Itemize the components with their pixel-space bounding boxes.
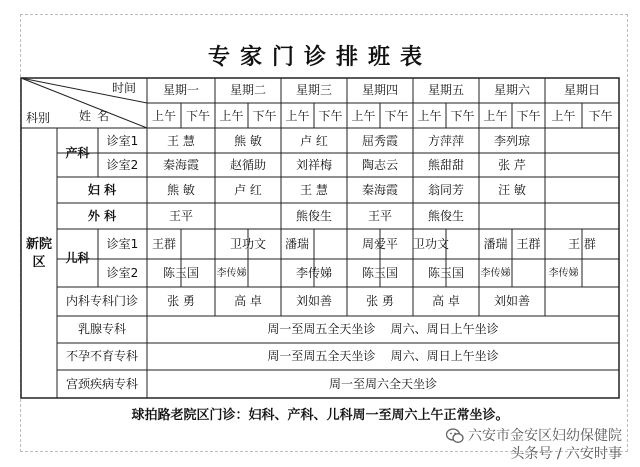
schedule-cell: 熊俊生 [427,209,464,223]
footer-note: 球拍路老院区门诊：妇科、产科、儿科周一至周六上午正常坐诊。 [131,408,509,423]
schedule-cell: 潘瑞 [284,237,309,251]
schedule-cell: 张 芹 [498,158,526,172]
schedule-cell: 王群 [151,237,176,251]
schedule-cell: 李传娣 [216,268,247,279]
day-header-thu: 星期四 [361,83,398,97]
schedule-cell: 刘如善 [295,294,332,308]
wechat-icon [446,428,464,444]
am-header: 上午 [417,109,442,123]
pm-header: 下午 [318,109,343,123]
pm-header: 下午 [384,109,409,123]
pm-header: 下午 [588,109,613,123]
row-label-surgery: 外 科 [87,209,117,223]
schedule-cell: 屈秀霞 [361,134,398,148]
page-title: 专家门诊排班表 [207,45,432,70]
schedule-cell: 陈玉国 [427,266,464,280]
campus-label: 新院区 [25,237,52,270]
day-header-wed: 星期三 [295,83,332,97]
schedule-cell: 潘瑞 [483,237,508,251]
corner-name-label: 姓名 [79,109,116,123]
schedule-cell: 刘祥梅 [295,158,332,172]
row-label-obs-room2: 诊室2 [106,158,139,172]
row-label-gynecology: 妇 科 [87,183,117,197]
row-label-obs-room1: 诊室1 [106,134,139,148]
schedule-cell: 陶志云 [361,158,398,172]
schedule-cell: 李传娣 [548,268,579,279]
breast-clinic-hours: 周一至周五全天坐诊 周六、周日上午坐诊 [267,322,499,336]
row-label-ped-room2: 诊室2 [106,266,139,280]
schedule-cell: 王平 [367,209,392,223]
group-obstetrics: 产科 [65,146,90,160]
schedule-cell: 张 勇 [366,294,394,308]
schedule-cell: 高 卓 [234,294,262,308]
schedule-cell: 高 卓 [432,294,460,308]
schedule-cell: 卢 红 [234,183,262,197]
am-header: 上午 [285,109,310,123]
day-header-mon: 星期一 [162,83,199,97]
group-pediatrics: 儿科 [65,251,90,265]
schedule-cell: 熊 敏 [234,134,262,148]
corner-dept-label: 科别 [26,111,51,125]
watermark-line1: 六安市金安区妇幼保健院 [468,428,622,444]
schedule-cell: 秦海霞 [361,183,398,197]
schedule-cell: 熊 敏 [167,183,195,197]
watermark-line2: 头条号 / 六安时事 [510,446,622,462]
schedule-cell: 汪 敏 [498,183,526,197]
schedule-cell: 李传娣 [480,268,511,279]
schedule-cell: 陈玉国 [162,266,199,280]
schedule-cell: 李传娣 [295,266,332,280]
schedule-cell: 王 群 [568,237,596,251]
schedule-cell: 方萍萍 [427,134,464,148]
pm-header: 下午 [516,109,541,123]
am-header: 上午 [551,109,576,123]
schedule-cell: 王平 [168,209,193,223]
schedule-cell: 王 慧 [167,134,195,148]
schedule-cell: 熊甜甜 [427,158,464,172]
pm-header: 下午 [252,109,277,123]
am-header: 上午 [483,109,508,123]
row-label-internal: 内科专科门诊 [65,294,138,308]
schedule-cell: 陈玉国 [361,266,398,280]
schedule-cell: 卫功文 [413,237,450,251]
infertility-clinic-hours: 周一至周五全天坐诊 周六、周日上午坐诊 [267,349,499,363]
corner-time-label: 时间 [112,81,137,95]
day-header-sun: 星期日 [563,83,600,97]
schedule-cell: 周爱平 [361,237,398,251]
cervical-clinic-hours: 周一至周六全天坐诊 [328,377,437,391]
day-header-tue: 星期二 [229,83,266,97]
schedule-cell: 赵循助 [229,158,266,172]
am-header: 上午 [351,109,376,123]
am-header: 上午 [219,109,244,123]
row-label-ped-room1: 诊室1 [106,237,139,251]
row-label-breast: 乳腺专科 [77,322,126,336]
schedule-cell: 王群 [516,237,541,251]
schedule-cell: 张 勇 [167,294,195,308]
schedule-cell: 刘如善 [493,294,530,308]
schedule-cell: 秦海霞 [162,158,199,172]
schedule-cell: 翁同芳 [427,183,464,197]
schedule-cell: 王 慧 [300,183,328,197]
schedule-cell: 卢 红 [300,134,328,148]
am-header: 上午 [151,109,176,123]
watermark [446,427,622,463]
day-header-sat: 星期六 [493,83,530,97]
pm-header: 下午 [185,109,210,123]
row-label-cervical: 宫颈疾病专科 [65,377,138,391]
schedule-cell: 卫功文 [229,237,266,251]
schedule-cell: 李列琼 [493,134,530,148]
row-label-infertility: 不孕不育专科 [65,349,138,363]
pm-header: 下午 [450,109,475,123]
schedule-cell: 熊俊生 [295,209,332,223]
day-header-fri: 星期五 [427,83,464,97]
